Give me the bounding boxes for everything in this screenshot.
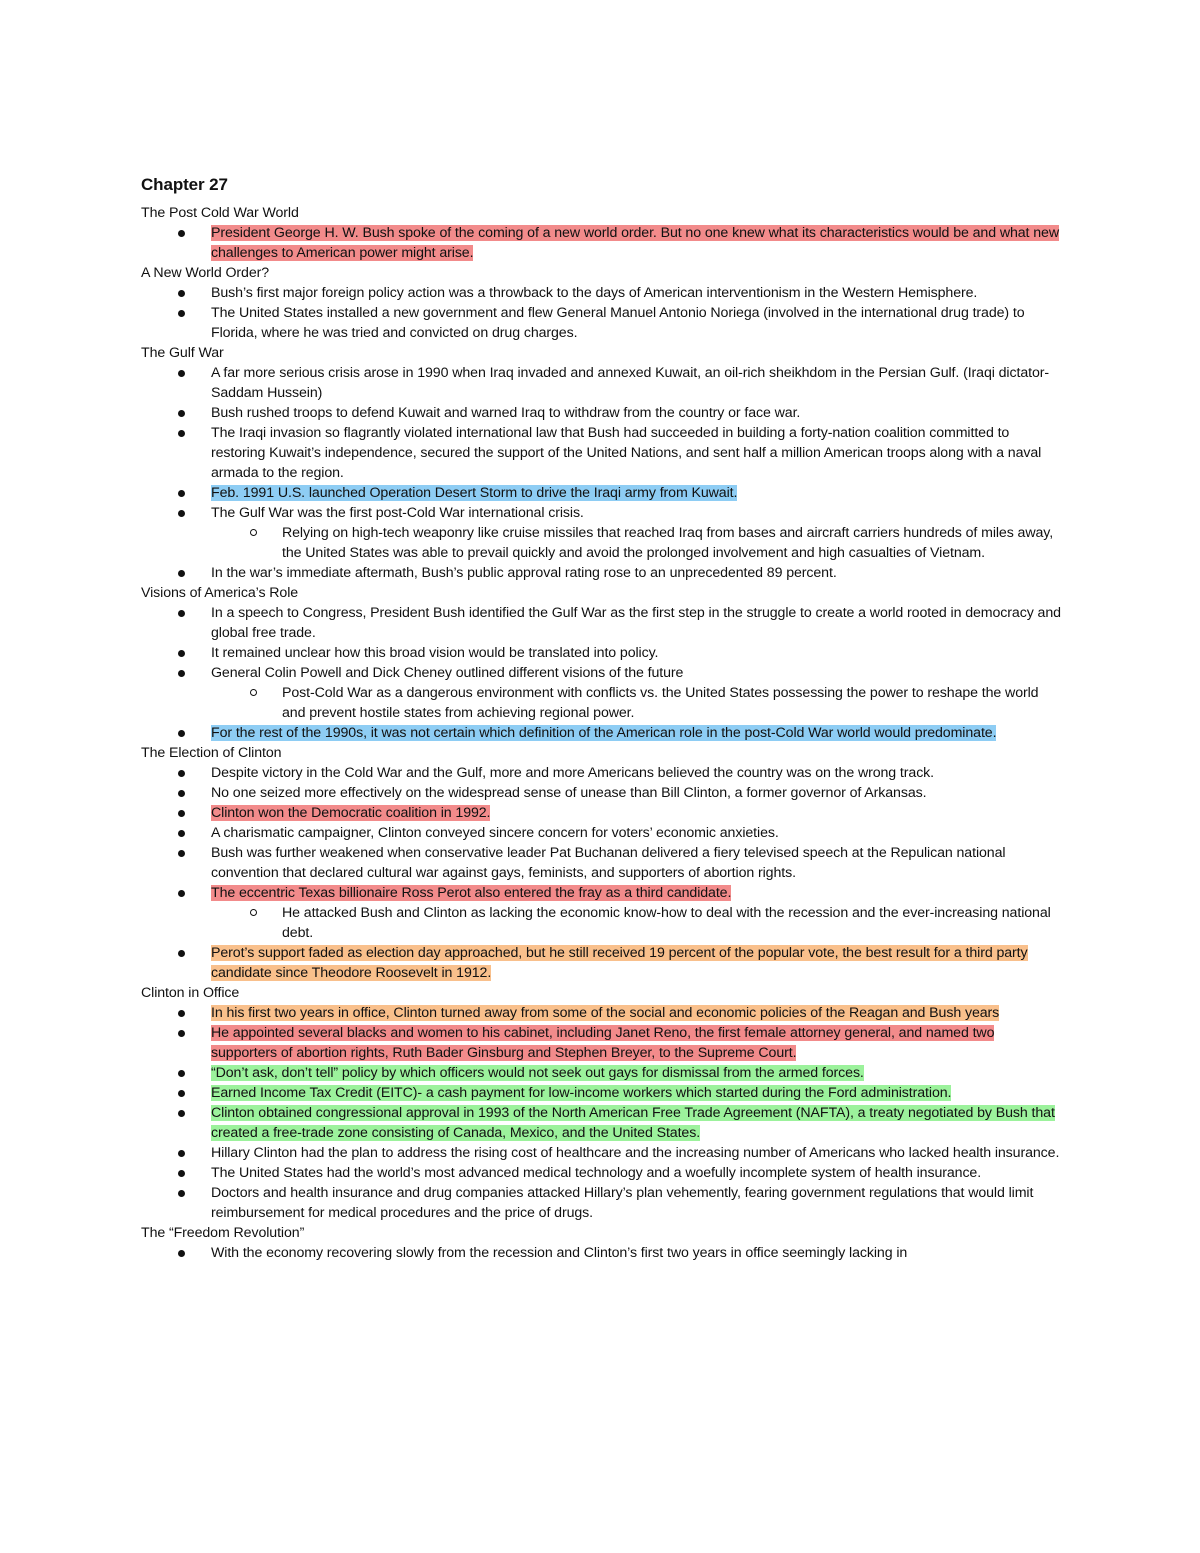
list-item: [141, 303, 1061, 343]
bullet-icon: [178, 1190, 185, 1197]
bullet-icon: [178, 410, 185, 417]
item-text: It remained unclear how this broad vision would be translated into policy.: [211, 645, 659, 661]
bullet-icon: [178, 1110, 185, 1117]
list-item: [141, 663, 1061, 723]
bullet-icon: [178, 1170, 185, 1177]
item-text: With the economy recovering slowly from the recession and Clinton’s first two years in office seemingly lacking in: [211, 1245, 908, 1261]
bullet-icon: [178, 610, 185, 617]
bullet-list: [141, 363, 1061, 583]
highlighted-text: “Don’t ask, don’t tell” policy by which officers would not seek out gays for dismissal from the armed forces.: [211, 1065, 864, 1081]
list-item: [141, 223, 1061, 263]
chapter-title: Chapter 27: [141, 175, 228, 194]
bullet-list: [141, 763, 1061, 983]
list-item: [141, 1243, 1061, 1263]
item-text: Bush’s first major foreign policy action was a throwback to the days of American interventionism in the Western Hemisphere.: [211, 285, 978, 301]
item-text: Despite victory in the Cold War and the Gulf, more and more Americans believed the country was on the wrong track.: [211, 765, 935, 781]
bullet-icon: [178, 490, 185, 497]
list-item: [141, 1003, 1061, 1023]
section-heading: The “Freedom Revolution”: [141, 1225, 305, 1241]
bullet-icon: [178, 890, 185, 897]
item-text: The Iraqi invasion so flagrantly violated international law that Bush had succeeded in building a forty-nation coalition committed to restoring Kuwait’s independence, secured the support of the United Nations, and sent half a million American troops along with a naval armada to the region.: [211, 425, 1042, 481]
bullet-icon: [178, 290, 185, 297]
list-item: [141, 483, 1061, 503]
bullet-list: [141, 1243, 1061, 1263]
list-item: [141, 1103, 1061, 1143]
list-item: [141, 943, 1061, 983]
bullet-icon: [178, 850, 185, 857]
item-text: Hillary Clinton had the plan to address the rising cost of healthcare and the increasing number of Americans who lacked health insurance.: [211, 1145, 1060, 1161]
bullet-icon: [178, 810, 185, 817]
section-heading: The Post Cold War World: [141, 205, 299, 221]
item-text: Bush was further weakened when conservative leader Pat Buchanan delivered a fiery televised speech at the Repulican national convention that declared cultural war against gays, feminists, and supporters of abortion rights.: [211, 845, 1006, 881]
list-item: [141, 643, 1061, 663]
sections-container: [141, 203, 1061, 1263]
bullet-icon: [178, 1150, 185, 1157]
bullet-icon: [178, 1070, 185, 1077]
item-text: In the war’s immediate aftermath, Bush’s public approval rating rose to an unprecedented 89 percent.: [211, 565, 837, 581]
sub-item-text: Post-Cold War as a dangerous environment with conflicts vs. the United States possessing the power to reshape the world and prevent hostile states from achieving regional power.: [282, 685, 1039, 721]
list-item: [141, 503, 1061, 563]
list-item: [141, 603, 1061, 643]
highlighted-text: He appointed several blacks and women to his cabinet, including Janet Reno, the first female attorney general, and named two supporters of abortion rights, Ruth Bader Ginsburg and Stephen Breyer, to the Supreme Court.: [211, 1025, 995, 1061]
item-text: A far more serious crisis arose in 1990 when Iraq invaded and annexed Kuwait, an oil-rich sheikhdom in the Persian Gulf. (Iraqi dictator- Saddam Hussein): [211, 365, 1049, 401]
list-item: [141, 563, 1061, 583]
sub-list: [211, 523, 1061, 563]
circle-bullet-icon: [250, 689, 257, 696]
bullet-icon: [178, 770, 185, 777]
bullet-icon: [178, 510, 185, 517]
bullet-icon: [178, 230, 185, 237]
highlighted-text: The eccentric Texas billionaire Ross Perot also entered the fray as a third candidate.: [211, 885, 732, 901]
highlighted-text: Clinton obtained congressional approval in 1993 of the North American Free Trade Agreement (NAFTA), a treaty negotiated by Bush that created a free-trade zone consisting of Canada, Mexico, and the United States.: [211, 1105, 1055, 1141]
sub-item-text: He attacked Bush and Clinton as lacking the economic know-how to deal with the recession and the ever-increasing national debt.: [282, 905, 1051, 941]
item-text: General Colin Powell and Dick Cheney outlined different visions of the future: [211, 665, 684, 681]
list-item: [141, 283, 1061, 303]
list-item: [141, 1083, 1061, 1103]
list-item: [141, 363, 1061, 403]
highlighted-text: Feb. 1991 U.S. launched Operation Desert Storm to drive the Iraqi army from Kuwait.: [211, 485, 738, 501]
list-item: [141, 823, 1061, 843]
list-item: [141, 843, 1061, 883]
circle-bullet-icon: [250, 909, 257, 916]
list-item: [141, 1143, 1061, 1163]
list-item: [141, 763, 1061, 783]
bullet-list: [141, 283, 1061, 343]
highlighted-text: President George H. W. Bush spoke of the coming of a new world order. But no one knew what its characteristics would be and what new challenges to American power might arise.: [211, 225, 1059, 261]
item-text: The United States had the world’s most advanced medical technology and a woefully incomplete system of health insurance.: [211, 1165, 982, 1181]
sub-list-item: [211, 523, 1061, 563]
section-heading: Visions of America’s Role: [141, 585, 299, 601]
bullet-list: [141, 603, 1061, 743]
list-item: [141, 1063, 1061, 1083]
highlighted-text: Clinton won the Democratic coalition in 1992.: [211, 805, 491, 821]
highlighted-text: In his first two years in office, Clinton turned away from some of the social and economic policies of the Reagan and Bush years: [211, 1005, 1000, 1021]
section-heading: A New World Order?: [141, 265, 270, 281]
bullet-icon: [178, 670, 185, 677]
bullet-icon: [178, 790, 185, 797]
item-text: The United States installed a new government and flew General Manuel Antonio Noriega (involved in the international drug trade) to Florida, where he was tried and convicted on drug charges.: [211, 305, 1025, 341]
bullet-icon: [178, 310, 185, 317]
item-text: The Gulf War was the first post-Cold War international crisis.: [211, 505, 584, 521]
list-item: [141, 1163, 1061, 1183]
section-heading: The Gulf War: [141, 345, 224, 361]
sub-list-item: [211, 683, 1061, 723]
section-heading: The Election of Clinton: [141, 745, 282, 761]
bullet-icon: [178, 570, 185, 577]
item-text: Bush rushed troops to defend Kuwait and warned Iraq to withdraw from the country or face war.: [211, 405, 801, 421]
section-heading: Clinton in Office: [141, 985, 240, 1001]
list-item: [141, 803, 1061, 823]
highlighted-text: Perot’s support faded as election day approached, but he still received 19 percent of the popular vote, the best result for a third party candidate since Theodore Roosevelt in 1912.: [211, 945, 1028, 981]
sub-item-text: Relying on high-tech weaponry like cruise missiles that reached Iraq from bases and aircraft carriers hundreds of miles away, the United States was able to prevail quickly and avoid the prolonged involvement and high casualties of Vietnam.: [282, 525, 1054, 561]
bullet-icon: [178, 830, 185, 837]
sub-list: [211, 683, 1061, 723]
bullet-icon: [178, 1090, 185, 1097]
item-text: A charismatic campaigner, Clinton conveyed sincere concern for voters’ economic anxieties.: [211, 825, 779, 841]
list-item: [141, 403, 1061, 423]
list-item: [141, 1023, 1061, 1063]
item-text: Doctors and health insurance and drug companies attacked Hillary’s plan vehemently, fearing government regulations that would limit reimbursement for medical procedures and the price of drugs.: [211, 1185, 1034, 1221]
bullet-list: [141, 1003, 1061, 1223]
bullet-icon: [178, 1250, 185, 1257]
highlighted-text: For the rest of the 1990s, it was not certain which definition of the American role in the post-Cold War world would predominate.: [211, 725, 997, 741]
sub-list-item: [211, 903, 1061, 943]
bullet-icon: [178, 370, 185, 377]
circle-bullet-icon: [250, 529, 257, 536]
document-body: [141, 173, 1061, 1263]
bullet-icon: [178, 430, 185, 437]
bullet-icon: [178, 1010, 185, 1017]
list-item: [141, 423, 1061, 483]
bullet-icon: [178, 650, 185, 657]
bullet-icon: [178, 1030, 185, 1037]
bullet-icon: [178, 730, 185, 737]
list-item: [141, 883, 1061, 943]
list-item: [141, 723, 1061, 743]
bullet-icon: [178, 950, 185, 957]
bullet-list: [141, 223, 1061, 263]
highlighted-text: Earned Income Tax Credit (EITC)- a cash payment for low-income workers which started during the Ford administration.: [211, 1085, 952, 1101]
list-item: [141, 1183, 1061, 1223]
list-item: [141, 783, 1061, 803]
sub-list: [211, 903, 1061, 943]
item-text: No one seized more effectively on the widespread sense of unease than Bill Clinton, a former governor of Arkansas.: [211, 785, 927, 801]
item-text: In a speech to Congress, President Bush identified the Gulf War as the first step in the struggle to create a world rooted in democracy and global free trade.: [211, 605, 1061, 641]
